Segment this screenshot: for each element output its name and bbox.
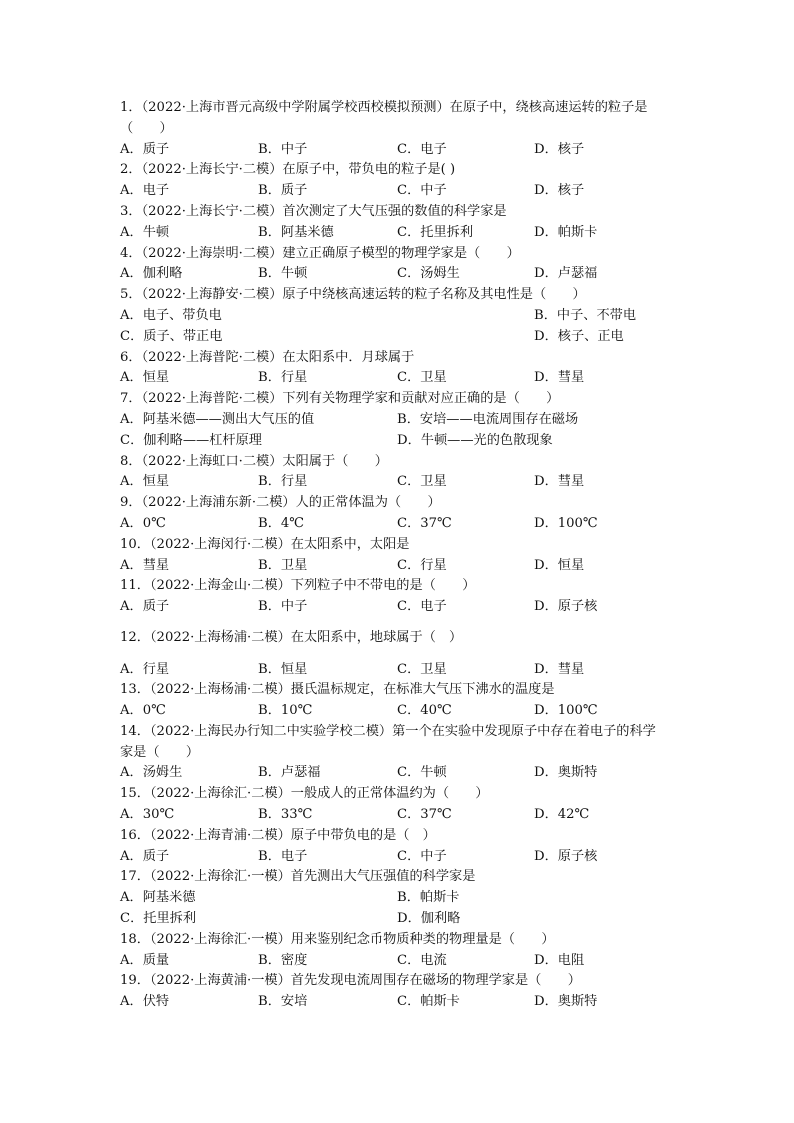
option-b: B．安培——电流周围存在磁场 — [397, 411, 579, 427]
option-c: C．卫星 — [397, 661, 447, 677]
option-c: C．电子 — [397, 599, 447, 615]
question-text: 2．（2022·上海长宁·二模）在原子中，带负电的粒子是( ) — [120, 162, 456, 178]
option-b: B．中子、不带电 — [534, 307, 637, 323]
option-b: B．帕斯卡 — [397, 890, 460, 906]
option-d: D．伽利略 — [397, 911, 461, 927]
option-b: B．电子 — [258, 848, 308, 864]
option-d: D．42℃ — [534, 807, 590, 823]
options-row — [120, 888, 720, 909]
option-b: B．4℃ — [258, 515, 305, 531]
option-d: D．恒星 — [534, 557, 585, 573]
question-text: 8．（2022·上海虹口·二模）太阳属于（ ） — [120, 453, 388, 469]
option-c: C．电子 — [397, 141, 447, 157]
options-row — [120, 410, 720, 431]
options-row — [120, 306, 720, 327]
option-a: A．阿基米德——测出大气压的值 — [120, 411, 315, 427]
question-text-continued: （ ） — [120, 120, 173, 136]
option-c: C．伽利略——杠杆原理 — [120, 432, 262, 448]
question-13 — [120, 680, 720, 722]
option-b: B．行星 — [258, 370, 308, 386]
options-row — [120, 223, 720, 244]
option-d: D．电阻 — [534, 952, 585, 968]
question-5 — [120, 285, 720, 347]
question-text: 3．（2022·上海长宁·二模）首次测定了大气压强的数值的科学家是 — [120, 203, 507, 219]
option-a: A．质量 — [120, 952, 170, 968]
options-row — [120, 597, 720, 618]
question-text: 5．（2022·上海静安·二模）原子中绕核高速运转的粒子名称及其电性是（ ） — [120, 287, 586, 303]
option-b: B．质子 — [258, 183, 308, 199]
options-row — [120, 472, 720, 493]
question-15 — [120, 784, 720, 826]
options-row — [120, 140, 720, 161]
option-c: C．中子 — [397, 183, 447, 199]
question-text-continued: 家是（ ） — [120, 744, 200, 760]
question-10 — [120, 535, 720, 577]
options-row — [120, 951, 720, 972]
option-a: A．30℃ — [120, 807, 175, 823]
option-a: A．恒星 — [120, 370, 170, 386]
options-row — [120, 264, 720, 285]
question-12 — [120, 628, 720, 680]
option-b: B．10℃ — [258, 703, 313, 719]
option-b: B．牛顿 — [258, 266, 308, 282]
option-c: C．电流 — [397, 952, 447, 968]
spacer — [120, 649, 720, 659]
option-d: D．原子核 — [534, 599, 598, 615]
option-d: D．核子、正电 — [534, 328, 624, 344]
option-a: A．伏特 — [120, 994, 170, 1010]
option-c: C．帕斯卡 — [397, 994, 460, 1010]
option-a: A．0℃ — [120, 703, 166, 719]
option-d: D．卢瑟福 — [534, 266, 598, 282]
option-d: D．100℃ — [534, 515, 598, 531]
options-row — [120, 763, 720, 784]
question-14 — [120, 722, 720, 784]
question-17 — [120, 867, 720, 929]
option-c: C．40℃ — [397, 703, 452, 719]
option-b: B．密度 — [258, 952, 308, 968]
options-row — [120, 431, 720, 452]
options-row — [120, 909, 720, 930]
question-text: 1．（2022·上海市晋元高级中学附属学校西校模拟预测）在原子中，绕核高速运转的粒子是 — [120, 100, 648, 115]
option-d: D．帕斯卡 — [534, 224, 598, 240]
question-text: 9．（2022·上海浦东新·二模）人的正常体温为（ ） — [120, 495, 441, 511]
spacer — [120, 618, 720, 628]
question-4 — [120, 244, 720, 286]
question-text: 17．（2022·上海徐汇·一模）首先测出大气压强值的科学家是 — [120, 869, 476, 885]
option-a: A．恒星 — [120, 474, 170, 490]
option-b: B．中子 — [258, 141, 308, 157]
options-row — [120, 992, 720, 1013]
option-c: C．中子 — [397, 848, 447, 864]
option-a: A．质子 — [120, 848, 170, 864]
option-c: C．行星 — [397, 557, 447, 573]
option-d: D．100℃ — [534, 703, 598, 719]
options-row — [120, 556, 720, 577]
option-b: B．中子 — [258, 599, 308, 615]
option-b: B．阿基米德 — [258, 224, 334, 240]
option-d: D．彗星 — [534, 661, 585, 677]
question-6 — [120, 348, 720, 390]
option-d: D．奥斯特 — [534, 994, 598, 1010]
question-16 — [120, 826, 720, 868]
option-a: A．牛顿 — [120, 224, 170, 240]
question-text: 10．（2022·上海闵行·二模）在太阳系中，太阳是 — [120, 536, 410, 552]
question-text: 4．（2022·上海崇明·二模）建立正确原子模型的物理学家是（ ） — [120, 245, 520, 261]
option-c: C．37℃ — [397, 515, 452, 531]
question-2 — [120, 160, 720, 202]
question-text: 18．（2022·上海徐汇·一模）用来鉴别纪念币物质种类的物理量是（ ） — [120, 931, 555, 947]
question-text: 7．（2022·上海普陀·二模）下列有关物理学家和贡献对应正确的是（ ） — [120, 391, 560, 407]
question-19 — [120, 971, 720, 1013]
option-d: D．彗星 — [534, 370, 585, 386]
options-row — [120, 368, 720, 389]
option-b: B．卢瑟福 — [258, 765, 321, 781]
question-text: 19．（2022·上海黄浦·一模）首先发现电流周围存在磁场的物理学家是（ ） — [120, 973, 581, 989]
option-c: C．质子、带正电 — [120, 328, 223, 344]
option-c: C．牛顿 — [397, 765, 447, 781]
option-a: A．伽利略 — [120, 266, 183, 282]
option-a: A．汤姆生 — [120, 765, 183, 781]
option-a: A．质子 — [120, 599, 170, 615]
question-text: 16．（2022·上海青浦·二模）原子中带负电的是（ ） — [120, 827, 436, 843]
option-a: A．质子 — [120, 141, 170, 157]
options-row — [120, 660, 720, 681]
question-1 — [120, 98, 720, 160]
options-row — [120, 847, 720, 868]
option-a: A．行星 — [120, 661, 170, 677]
option-a: A．电子、带负电 — [120, 307, 222, 323]
question-text: 14．（2022·上海民办行知二中实验学校二模）第一个在实验中发现原子中存在着电子的科学 — [120, 723, 656, 739]
question-text: 13．（2022·上海杨浦·二模）摄氏温标规定，在标准大气压下沸水的温度是 — [120, 682, 555, 698]
option-c: C．汤姆生 — [397, 266, 460, 282]
question-text: 11．（2022·上海金山·二模）下列粒子中不带电的是（ ） — [120, 578, 476, 594]
question-18 — [120, 930, 720, 972]
question-text: 6．（2022·上海普陀·二模）在太阳系中．月球属于 — [120, 349, 415, 365]
option-d: D．核子 — [534, 183, 585, 199]
option-a: A．0℃ — [120, 515, 166, 531]
option-a: A．电子 — [120, 183, 170, 199]
options-row — [120, 514, 720, 535]
option-d: D．彗星 — [534, 474, 585, 490]
option-c: C．卫星 — [397, 474, 447, 490]
option-c: C．托里拆利 — [397, 224, 474, 240]
option-c: C．37℃ — [397, 807, 452, 823]
question-8 — [120, 452, 720, 494]
option-d: D．奥斯特 — [534, 765, 598, 781]
option-b: B．行星 — [258, 474, 308, 490]
options-row — [120, 701, 720, 722]
options-row — [120, 327, 720, 348]
option-d: D．牛顿——光的色散现象 — [397, 432, 553, 448]
worksheet — [120, 98, 720, 1013]
question-3 — [120, 202, 720, 244]
options-row — [120, 805, 720, 826]
option-c: C．托里拆利 — [120, 911, 197, 927]
option-a: A．阿基米德 — [120, 890, 196, 906]
option-b: B．33℃ — [258, 807, 313, 823]
question-text: 15．（2022·上海徐汇·二模）一般成人的正常体温约为（ ） — [120, 786, 489, 802]
question-text: 12．（2022·上海杨浦·二模）在太阳系中，地球属于（ ） — [120, 630, 463, 646]
option-b: B．安培 — [258, 994, 308, 1010]
option-d: D．核子 — [534, 141, 585, 157]
option-b: B．恒星 — [258, 661, 308, 677]
option-a: A．彗星 — [120, 557, 170, 573]
question-7 — [120, 389, 720, 451]
option-b: B．卫星 — [258, 557, 308, 573]
option-c: C．卫星 — [397, 370, 447, 386]
options-row — [120, 181, 720, 202]
question-9 — [120, 493, 720, 535]
question-11 — [120, 576, 720, 618]
option-d: D．原子核 — [534, 848, 598, 864]
